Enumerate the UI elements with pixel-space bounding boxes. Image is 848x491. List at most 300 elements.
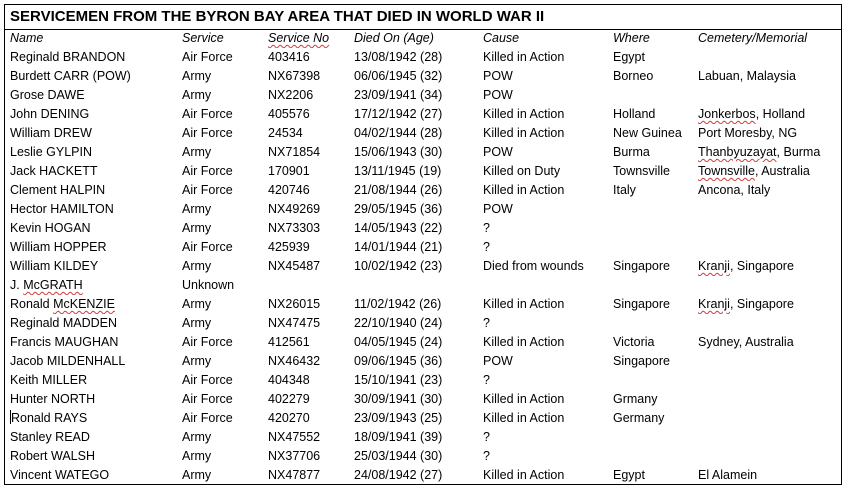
cell-died-on xyxy=(354,409,483,428)
cell-service xyxy=(182,67,268,86)
cell-cause xyxy=(483,124,613,143)
cell-service-no xyxy=(268,181,354,200)
cell-text: 13/11/1945 (19) xyxy=(354,164,442,178)
cell-text: 09/06/1945 (36) xyxy=(354,354,443,368)
cell-cemetery xyxy=(698,276,841,295)
cell-service-no xyxy=(268,409,354,428)
cell-text: Francis MAUGHAN xyxy=(10,335,119,349)
cell-cause xyxy=(483,409,613,428)
cell-text: Killed in Action xyxy=(483,411,565,425)
cell-text: John DENING xyxy=(10,107,90,121)
cell-text: Ronald RAYS xyxy=(11,411,88,425)
header-cemetery: Cemetery/Memorial xyxy=(698,31,808,45)
cell-cause xyxy=(483,67,613,86)
cell-text: Air Force xyxy=(182,392,233,406)
cell-name: J. McGRATH xyxy=(10,278,83,292)
cell-name xyxy=(5,86,182,105)
cell-service-no xyxy=(268,105,354,124)
cell-cause xyxy=(483,371,613,390)
cell-name xyxy=(5,257,182,276)
cell-cause xyxy=(483,162,613,181)
cell-text: POW xyxy=(483,88,513,102)
cell-text: ? xyxy=(483,221,490,235)
header-service-no xyxy=(268,29,354,48)
cell-service-no xyxy=(268,48,354,67)
spelling-flag: Jonkerbos xyxy=(698,107,756,121)
cell-service xyxy=(182,314,268,333)
cell-text: Reginald MADDEN xyxy=(10,316,117,330)
cell-text: 29/05/1945 (36) xyxy=(354,202,443,216)
cell-name xyxy=(5,352,182,371)
cell-cause xyxy=(483,143,613,162)
table-row xyxy=(5,181,841,200)
table-row xyxy=(5,295,841,314)
cell-name xyxy=(5,314,182,333)
cell-text: Air Force xyxy=(182,107,233,121)
cell-cause xyxy=(483,48,613,67)
cell-text: 17/12/1942 (27) xyxy=(354,107,443,121)
cell-service xyxy=(182,428,268,447)
cell-text: Killed on Duty xyxy=(483,164,561,178)
cell-where xyxy=(613,143,698,162)
cell-service xyxy=(182,333,268,352)
cell-text: Died from wounds xyxy=(483,259,584,273)
cell-text: 18/09/1941 (39) xyxy=(354,430,443,444)
cell-text: Air Force xyxy=(182,373,233,387)
cell-text: NX46432 xyxy=(268,354,321,368)
cell-text: 06/06/1945 (32) xyxy=(354,69,443,83)
cell-service-no xyxy=(268,143,354,162)
cell-cemetery xyxy=(698,314,841,333)
cell-service-no xyxy=(268,67,354,86)
cell-text: Air Force xyxy=(182,126,233,140)
header-cause: Cause xyxy=(483,31,520,45)
cell-text: 425939 xyxy=(268,240,310,254)
cell-text: 30/09/1941 (30) xyxy=(354,392,443,406)
cell-text: 405576 xyxy=(268,107,310,121)
cell-text: Air Force xyxy=(182,183,233,197)
cell-text: Killed in Action xyxy=(483,50,565,64)
cell-text: Egypt xyxy=(613,468,645,482)
cell-name xyxy=(5,219,182,238)
cell-text: Army xyxy=(182,354,212,368)
cell-text: William KILDEY xyxy=(10,259,99,273)
cell-where xyxy=(613,371,698,390)
cell-text: NX47552 xyxy=(268,430,321,444)
cell-text: Burma xyxy=(613,145,650,159)
cell-text: Air Force xyxy=(182,240,233,254)
cell-text: Killed in Action xyxy=(483,468,565,482)
cell-text: 25/03/1944 (30) xyxy=(354,449,443,463)
cell-name xyxy=(5,371,182,390)
cell-text: Grose DAWE xyxy=(10,88,85,102)
cell-died-on xyxy=(354,86,483,105)
cell-service xyxy=(182,124,268,143)
cell-died-on xyxy=(354,143,483,162)
table-row xyxy=(5,238,841,257)
cell-text: POW xyxy=(483,145,513,159)
cell-service xyxy=(182,48,268,67)
cell-service-no xyxy=(268,238,354,257)
cell-text: 10/02/1942 (23) xyxy=(354,259,443,273)
cell-died-on xyxy=(354,48,483,67)
cell-where xyxy=(613,447,698,466)
cell-text: Townsville xyxy=(613,164,670,178)
cell-cemetery: Thanbyuzayat, Burma xyxy=(698,145,821,159)
cell-text: Port Moresby, NG xyxy=(698,126,798,140)
cell-cemetery xyxy=(698,352,841,371)
cell-service xyxy=(182,238,268,257)
cell-text: Italy xyxy=(613,183,636,197)
cell-service-no xyxy=(268,162,354,181)
cell-name xyxy=(5,390,182,409)
cell-died-on xyxy=(354,238,483,257)
cell-died-on xyxy=(354,276,483,295)
table-row xyxy=(5,48,841,67)
cell-where xyxy=(613,219,698,238)
cell-text: 412561 xyxy=(268,335,310,349)
cell-where xyxy=(613,162,698,181)
cell-text: Army xyxy=(182,468,212,482)
cell-text: Killed in Action xyxy=(483,335,565,349)
cell-cemetery xyxy=(698,86,841,105)
spelling-flag: McGRATH xyxy=(23,278,83,292)
table-row xyxy=(5,333,841,352)
cell-cause xyxy=(483,238,613,257)
cell-text: Singapore xyxy=(613,354,670,368)
cell-service xyxy=(182,447,268,466)
cell-cause xyxy=(483,219,613,238)
cell-name xyxy=(5,143,182,162)
cell-name xyxy=(5,409,182,428)
table-row xyxy=(5,466,841,485)
cell-service-no xyxy=(268,466,354,485)
header-died-on: Died On (Age) xyxy=(354,31,434,45)
cell-text: Stanley READ xyxy=(10,430,90,444)
cell-where xyxy=(613,124,698,143)
table-row xyxy=(5,409,841,428)
cell-cemetery xyxy=(698,124,841,143)
cell-cause xyxy=(483,295,613,314)
cell-cemetery: Jonkerbos, Holland xyxy=(698,107,806,121)
table-row xyxy=(5,124,841,143)
cell-service xyxy=(182,276,268,295)
cell-cause xyxy=(483,257,613,276)
table-row xyxy=(5,162,841,181)
cell-cause xyxy=(483,466,613,485)
cell-where xyxy=(613,276,698,295)
cell-service-no xyxy=(268,314,354,333)
cell-where xyxy=(613,333,698,352)
cell-cemetery xyxy=(698,238,841,257)
cell-where xyxy=(613,181,698,200)
header-where: Where xyxy=(613,31,650,45)
cell-text: Germany xyxy=(613,411,665,425)
cell-text: NX2206 xyxy=(268,88,314,102)
cell-name xyxy=(5,428,182,447)
cell-text: 24/08/1942 (27) xyxy=(354,468,443,482)
cell-name xyxy=(5,124,182,143)
cell-died-on xyxy=(354,200,483,219)
cell-cemetery xyxy=(698,333,841,352)
cell-service-no xyxy=(268,371,354,390)
cell-text: Army xyxy=(182,69,212,83)
cell-service xyxy=(182,257,268,276)
cell-service-no xyxy=(268,200,354,219)
cell-text: William DREW xyxy=(10,126,92,140)
cell-service-no xyxy=(268,390,354,409)
cell-service xyxy=(182,143,268,162)
document-title: SERVICEMEN FROM THE BYRON BAY AREA THAT DIED IN WORLD WAR II xyxy=(10,8,545,25)
cell-name xyxy=(5,333,182,352)
cell-name xyxy=(5,181,182,200)
cell-cemetery xyxy=(698,409,841,428)
cell-text: Killed in Action xyxy=(483,392,565,406)
table-row xyxy=(5,219,841,238)
cell-text: Army xyxy=(182,88,212,102)
cell-text: Keith MILLER xyxy=(10,373,88,387)
cell-cemetery xyxy=(698,219,841,238)
cell-text: 404348 xyxy=(268,373,310,387)
cell-service xyxy=(182,181,268,200)
cell-text: 420270 xyxy=(268,411,310,425)
cell-text: 11/02/1942 (26) xyxy=(354,297,442,311)
cell-text: 15/10/1941 (23) xyxy=(354,373,443,387)
cell-died-on xyxy=(354,352,483,371)
cell-service xyxy=(182,162,268,181)
table-row xyxy=(5,390,841,409)
cell-name xyxy=(5,67,182,86)
cell-text: Army xyxy=(182,221,212,235)
cell-text: 23/09/1943 (25) xyxy=(354,411,443,425)
cell-service-no xyxy=(268,124,354,143)
table-row xyxy=(5,314,841,333)
cell-text: Singapore xyxy=(613,297,670,311)
cell-where xyxy=(613,352,698,371)
cell-cause xyxy=(483,390,613,409)
cell-text: Jack HACKETT xyxy=(10,164,98,178)
cell-cemetery xyxy=(698,200,841,219)
cell-text: 23/09/1941 (34) xyxy=(354,88,443,102)
cell-died-on xyxy=(354,67,483,86)
cell-cause xyxy=(483,333,613,352)
cell-text: Army xyxy=(182,145,212,159)
table-row xyxy=(5,86,841,105)
cell-died-on xyxy=(354,162,483,181)
spelling-flag: Thanbyuzayat xyxy=(698,145,777,159)
cell-name xyxy=(5,238,182,257)
cell-name xyxy=(5,162,182,181)
cell-name xyxy=(5,48,182,67)
cell-text: Labuan, Malaysia xyxy=(698,69,796,83)
table-row xyxy=(5,105,841,124)
cell-cemetery xyxy=(698,48,841,67)
cell-name xyxy=(5,447,182,466)
cell-cemetery xyxy=(698,466,841,485)
cell-text: ? xyxy=(483,430,490,444)
cell-cause xyxy=(483,86,613,105)
cell-text: Egypt xyxy=(613,50,645,64)
cell-where xyxy=(613,86,698,105)
cell-name xyxy=(5,200,182,219)
cell-cause xyxy=(483,276,613,295)
cell-text: Air Force xyxy=(182,335,233,349)
table-header-row xyxy=(5,29,841,48)
table-row xyxy=(5,257,841,276)
cell-text: 402279 xyxy=(268,392,310,406)
cell-died-on xyxy=(354,295,483,314)
cell-where xyxy=(613,257,698,276)
cell-where xyxy=(613,48,698,67)
cell-service xyxy=(182,371,268,390)
cell-cause xyxy=(483,314,613,333)
cell-service-no xyxy=(268,276,354,295)
cell-text: Victoria xyxy=(613,335,655,349)
spelling-flag: Townsville xyxy=(698,164,755,178)
cell-text: NX67398 xyxy=(268,69,321,83)
cell-died-on xyxy=(354,390,483,409)
table-row xyxy=(5,428,841,447)
cell-where xyxy=(613,200,698,219)
cell-text: NX47475 xyxy=(268,316,321,330)
cell-service-no xyxy=(268,333,354,352)
cell-text: 21/08/1944 (26) xyxy=(354,183,443,197)
cell-text: ? xyxy=(483,373,490,387)
cell-service-no xyxy=(268,295,354,314)
table-row xyxy=(5,352,841,371)
cell-text: 420746 xyxy=(268,183,310,197)
cell-cemetery xyxy=(698,447,841,466)
cell-text: Air Force xyxy=(182,50,233,64)
cell-service-no xyxy=(268,257,354,276)
cell-text: 14/01/1944 (21) xyxy=(354,240,443,254)
cell-service xyxy=(182,219,268,238)
cell-text: Burdett CARR (POW) xyxy=(10,69,131,83)
spelling-flag: Kranji xyxy=(698,297,730,311)
cell-cemetery xyxy=(698,428,841,447)
cell-text: 170901 xyxy=(268,164,310,178)
cell-text: Army xyxy=(182,297,212,311)
cell-name: Ronald McKENZIE xyxy=(10,297,115,311)
table-row xyxy=(5,371,841,390)
cell-text: Borneo xyxy=(613,69,654,83)
cell-text: NX49269 xyxy=(268,202,321,216)
cell-cemetery xyxy=(698,371,841,390)
cell-service xyxy=(182,105,268,124)
cell-died-on xyxy=(354,447,483,466)
cell-service-no xyxy=(268,219,354,238)
cell-text: Reginald BRANDON xyxy=(10,50,126,64)
cell-service xyxy=(182,466,268,485)
cell-text: Air Force xyxy=(182,164,233,178)
cell-text: Army xyxy=(182,259,212,273)
cell-text: Holland xyxy=(613,107,656,121)
cell-cemetery xyxy=(698,67,841,86)
cell-text: POW xyxy=(483,354,513,368)
cell-text: Killed in Action xyxy=(483,297,565,311)
cell-text: Unknown xyxy=(182,278,235,292)
cell-service xyxy=(182,86,268,105)
cell-text: NX45487 xyxy=(268,259,321,273)
table-body xyxy=(5,48,841,485)
cell-text: POW xyxy=(483,202,513,216)
cell-text: Hunter NORTH xyxy=(10,392,96,406)
cell-service xyxy=(182,409,268,428)
cell-service-no xyxy=(268,86,354,105)
cell-text: Killed in Action xyxy=(483,107,565,121)
cell-cause xyxy=(483,200,613,219)
cell-text: 14/05/1943 (22) xyxy=(354,221,443,235)
cell-cemetery: Townsville, Australia xyxy=(698,164,810,178)
cell-died-on xyxy=(354,314,483,333)
cell-cause xyxy=(483,352,613,371)
cell-where xyxy=(613,390,698,409)
cell-where xyxy=(613,314,698,333)
spelling-flag: Kranji xyxy=(698,259,730,273)
cell-cemetery: Kranji, Singapore xyxy=(698,297,794,311)
cell-name xyxy=(5,466,182,485)
cell-where xyxy=(613,466,698,485)
cell-cause xyxy=(483,428,613,447)
cell-died-on xyxy=(354,219,483,238)
cell-died-on xyxy=(354,333,483,352)
table-row xyxy=(5,447,841,466)
table-row xyxy=(5,276,841,295)
cell-text: NX37706 xyxy=(268,449,321,463)
header-name: Name xyxy=(10,31,44,45)
cell-service-no xyxy=(268,428,354,447)
cell-where xyxy=(613,428,698,447)
cell-text: NX73303 xyxy=(268,221,321,235)
cell-text: 15/06/1943 (30) xyxy=(354,145,443,159)
cell-text: Clement HALPIN xyxy=(10,183,106,197)
header-service: Service xyxy=(182,31,224,45)
cell-text: Army xyxy=(182,430,212,444)
cell-service xyxy=(182,352,268,371)
cell-text: El Alamein xyxy=(698,468,758,482)
cell-service xyxy=(182,390,268,409)
cell-text: Ancona, Italy xyxy=(698,183,771,197)
header-service-no-text: Service No xyxy=(268,31,330,45)
cell-text: Army xyxy=(182,449,212,463)
cell-died-on xyxy=(354,371,483,390)
cell-text: Leslie GYLPIN xyxy=(10,145,92,159)
servicemen-table xyxy=(5,29,841,485)
cell-text: 22/10/1940 (24) xyxy=(354,316,443,330)
cell-where xyxy=(613,238,698,257)
cell-text: William HOPPER xyxy=(10,240,107,254)
cell-text: Killed in Action xyxy=(483,126,565,140)
cell-where xyxy=(613,295,698,314)
cell-died-on xyxy=(354,428,483,447)
table-row xyxy=(5,143,841,162)
cell-service xyxy=(182,200,268,219)
spelling-flag: McKENZIE xyxy=(53,297,115,311)
cell-cemetery xyxy=(698,390,841,409)
cell-cause xyxy=(483,181,613,200)
cell-cause xyxy=(483,447,613,466)
cell-text: 04/05/1945 (24) xyxy=(354,335,443,349)
cell-service xyxy=(182,295,268,314)
cell-text: Singapore xyxy=(613,259,670,273)
cell-text: Army xyxy=(182,202,212,216)
cell-text: Jacob MILDENHALL xyxy=(10,354,126,368)
cell-died-on xyxy=(354,124,483,143)
document-frame xyxy=(4,4,842,485)
cell-died-on xyxy=(354,105,483,124)
cell-text: New Guinea xyxy=(613,126,682,140)
cell-died-on xyxy=(354,257,483,276)
